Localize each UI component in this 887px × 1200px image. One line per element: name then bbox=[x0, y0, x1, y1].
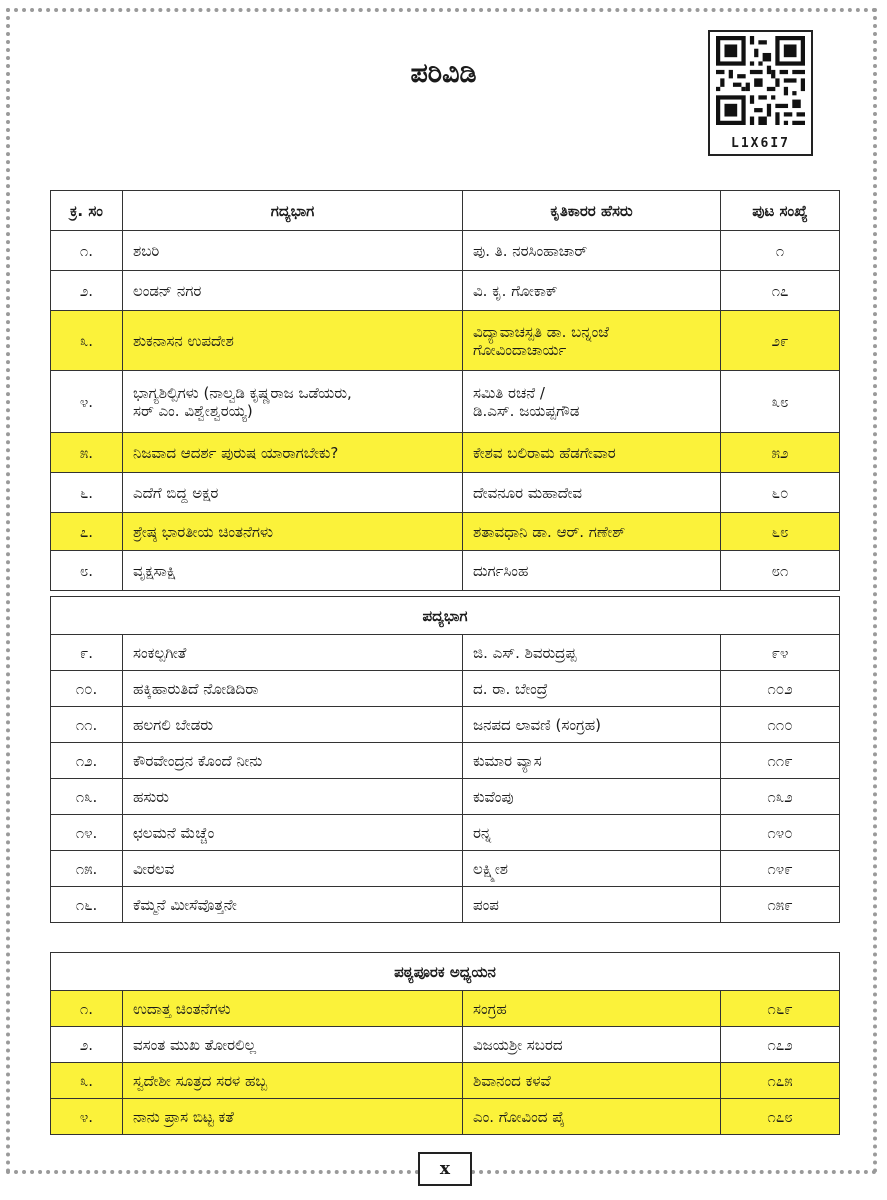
row-title: ಶುಕನಾಸನ ಉಪದೇಶ bbox=[123, 311, 463, 371]
row-author-line2: ಗೋವಿಂದಾಚಾರ್ಯ bbox=[473, 340, 567, 359]
row-author: ದೇವನೂರ ಮಹಾದೇವ bbox=[463, 473, 721, 513]
row-title: ಎದೆಗೆ ಬಿದ್ದ ಅಕ್ಷರ bbox=[123, 473, 463, 513]
table-row[interactable] bbox=[51, 671, 840, 707]
row-title: ಶ್ರೇಷ್ಠ ಭಾರತೀಯ ಚಿಂತನೆಗಳು bbox=[123, 513, 463, 551]
row-author: ವಿಜಯಶ್ರೀ ಸಬರದ bbox=[463, 1027, 721, 1063]
row-title: ವೀರಲವ bbox=[123, 851, 463, 887]
qr-code-icon bbox=[716, 36, 805, 125]
row-sl: ೨. bbox=[51, 1027, 123, 1063]
table-row[interactable] bbox=[51, 887, 840, 923]
row-title: ಹಸುರು bbox=[123, 779, 463, 815]
row-page: ೯೪ bbox=[721, 635, 840, 671]
table-row[interactable] bbox=[51, 779, 840, 815]
table-row[interactable] bbox=[51, 473, 840, 513]
header-page: ಪುಟ ಸಂಖ್ಯೆ bbox=[721, 191, 840, 231]
row-sl: ೭. bbox=[51, 513, 123, 551]
row-author-line1: ವಿದ್ಯಾವಾಚಸ್ಪತಿ ಡಾ. ಬನ್ನಂಜೆ bbox=[473, 322, 609, 341]
padya-table bbox=[50, 596, 840, 923]
row-sl: ೮. bbox=[51, 551, 123, 591]
gadya-table bbox=[50, 190, 840, 591]
row-title: ಹಕ್ಕಿಹಾರುತಿದೆ ನೋಡಿದಿರಾ bbox=[123, 671, 463, 707]
row-sl: ೪. bbox=[51, 1099, 123, 1135]
table-row[interactable] bbox=[51, 815, 840, 851]
qr-code-label: L1X6I7 bbox=[731, 136, 790, 151]
row-sl: ೯. bbox=[51, 635, 123, 671]
row-sl: ೫. bbox=[51, 433, 123, 473]
qr-code-box[interactable] bbox=[708, 30, 813, 156]
row-sl: ೩. bbox=[51, 311, 123, 371]
puraka-table bbox=[50, 952, 840, 1135]
row-author: ಕುವೆಂಪು bbox=[463, 779, 721, 815]
row-title: ಕೌರವೇಂದ್ರನ ಕೊಂದೆ ನೀನು bbox=[123, 743, 463, 779]
puraka-heading: ಪಠ್ಯಪೂರಕ ಅಧ್ಯಯನ bbox=[51, 953, 840, 991]
row-page: ೧೬೯ bbox=[721, 991, 840, 1027]
row-author: ರನ್ನ bbox=[463, 815, 721, 851]
table-row[interactable] bbox=[51, 371, 840, 433]
row-page: ೧೪೦ bbox=[721, 815, 840, 851]
row-author: ಶಿವಾನಂದ ಕಳವೆ bbox=[463, 1063, 721, 1099]
row-author: ಎಂ. ಗೋವಿಂದ ಪೈ bbox=[463, 1099, 721, 1135]
header-lesson: ಗದ್ಯಭಾಗ bbox=[123, 191, 463, 231]
row-sl: ೧೪. bbox=[51, 815, 123, 851]
row-sl: ೧೩. bbox=[51, 779, 123, 815]
table-row[interactable] bbox=[51, 1063, 840, 1099]
row-page: ೧೭೫ bbox=[721, 1063, 840, 1099]
row-author bbox=[463, 371, 721, 433]
page-number: x bbox=[418, 1152, 472, 1186]
row-title: ವೃಕ್ಷಸಾಕ್ಷಿ bbox=[123, 551, 463, 591]
row-sl: ೧೧. bbox=[51, 707, 123, 743]
row-sl: ೧. bbox=[51, 991, 123, 1027]
row-title: ನಿಜವಾದ ಆದರ್ಶ ಪುರುಷ ಯಾರಾಗಬೇಕು? bbox=[123, 433, 463, 473]
row-page: ೬೦ bbox=[721, 473, 840, 513]
row-sl: ೧೫. bbox=[51, 851, 123, 887]
row-page: ೮೧ bbox=[721, 551, 840, 591]
row-title: ಛಲಮನೆ ಮೆಚ್ಚೆಂ bbox=[123, 815, 463, 851]
row-page: ೫೨ bbox=[721, 433, 840, 473]
row-title: ಲಂಡನ್ ನಗರ bbox=[123, 271, 463, 311]
table-row[interactable] bbox=[51, 551, 840, 591]
row-author: ದ. ರಾ. ಬೇಂದ್ರೆ bbox=[463, 671, 721, 707]
section-heading-row bbox=[51, 597, 840, 635]
table-row[interactable] bbox=[51, 231, 840, 271]
table-row[interactable] bbox=[51, 851, 840, 887]
row-title: ಕೆಮ್ಮನೆ ಮೀಸೆವೊತ್ತನೇ bbox=[123, 887, 463, 923]
row-page: ೧೭ bbox=[721, 271, 840, 311]
table-row[interactable] bbox=[51, 635, 840, 671]
row-author: ಕುಮಾರ ವ್ಯಾಸ bbox=[463, 743, 721, 779]
row-author: ಜಿ. ಎಸ್. ಶಿವರುದ್ರಪ್ಪ bbox=[463, 635, 721, 671]
table-row[interactable] bbox=[51, 1099, 840, 1135]
row-author-line1: ಸಮಿತಿ ರಚನೆ / bbox=[473, 383, 545, 402]
row-author: ಶತಾವಧಾನಿ ಡಾ. ಆರ್. ಗಣೇಶ್ bbox=[463, 513, 721, 551]
row-sl: ೨. bbox=[51, 271, 123, 311]
row-page: ೧೫೯ bbox=[721, 887, 840, 923]
row-sl: ೧. bbox=[51, 231, 123, 271]
page-title: ಪರಿವಿಡಿ bbox=[410, 58, 477, 89]
row-title-line2: ಸರ್ ಎಂ. ವಿಶ್ವೇಶ್ವರಯ್ಯ) bbox=[133, 401, 253, 420]
row-page: ೧೦೨ bbox=[721, 671, 840, 707]
row-sl: ೧೬. bbox=[51, 887, 123, 923]
table-header-row bbox=[51, 191, 840, 231]
row-author: ಜನಪದ ಲಾವಣಿ (ಸಂಗ್ರಹ) bbox=[463, 707, 721, 743]
row-page: ೧೭೮ bbox=[721, 1099, 840, 1135]
table-row[interactable] bbox=[51, 743, 840, 779]
row-author: ದುರ್ಗಸಿಂಹ bbox=[463, 551, 721, 591]
row-page: ೧ bbox=[721, 231, 840, 271]
table-row[interactable] bbox=[51, 991, 840, 1027]
row-author bbox=[463, 311, 721, 371]
section-heading-row bbox=[51, 953, 840, 991]
row-title-line1: ಭಾಗ್ಯಶಿಲ್ಪಿಗಳು (ನಾಲ್ವಡಿ ಕೃಷ್ಣರಾಜ ಒಡೆಯರು, bbox=[133, 383, 352, 402]
row-author: ಲಕ್ಷ್ಮೀಶ bbox=[463, 851, 721, 887]
row-title bbox=[123, 371, 463, 433]
row-sl: ೧೦. bbox=[51, 671, 123, 707]
row-title: ಉದಾತ್ತ ಚಿಂತನೆಗಳು bbox=[123, 991, 463, 1027]
row-title: ಹಲಗಲಿ ಬೇಡರು bbox=[123, 707, 463, 743]
padya-heading: ಪದ್ಯಭಾಗ bbox=[51, 597, 840, 635]
table-row[interactable] bbox=[51, 271, 840, 311]
row-author: ವಿ. ಕೃ. ಗೋಕಾಕ್ bbox=[463, 271, 721, 311]
row-sl: ೬. bbox=[51, 473, 123, 513]
row-sl: ೩. bbox=[51, 1063, 123, 1099]
row-title: ಸಂಕಲ್ಪಗೀತೆ bbox=[123, 635, 463, 671]
row-author-line2: ಡಿ.ಎಸ್. ಜಯಪ್ಪಗೌಡ bbox=[473, 401, 580, 420]
row-page: ೧೪೯ bbox=[721, 851, 840, 887]
row-author: ಕೇಶವ ಬಲಿರಾಮ ಹೆಡಗೇವಾರ bbox=[463, 433, 721, 473]
row-sl: ೪. bbox=[51, 371, 123, 433]
row-page: ೨೯ bbox=[721, 311, 840, 371]
row-page: ೩೮ bbox=[721, 371, 840, 433]
table-row[interactable] bbox=[51, 513, 840, 551]
row-page: ೧೧೦ bbox=[721, 707, 840, 743]
row-author: ಸಂಗ್ರಹ bbox=[463, 991, 721, 1027]
row-page: ೬೮ bbox=[721, 513, 840, 551]
row-sl: ೧೨. bbox=[51, 743, 123, 779]
table-row[interactable] bbox=[51, 1027, 840, 1063]
table-row[interactable] bbox=[51, 311, 840, 371]
row-title: ಶಬರಿ bbox=[123, 231, 463, 271]
row-title: ನಾನು ಪ್ರಾಸ ಬಿಟ್ಟ ಕತೆ bbox=[123, 1099, 463, 1135]
row-page: ೧೧೯ bbox=[721, 743, 840, 779]
header-author: ಕೃತಿಕಾರರ ಹೆಸರು bbox=[463, 191, 721, 231]
row-author: ಪು. ತಿ. ನರಸಿಂಹಾಚಾರ್ bbox=[463, 231, 721, 271]
row-page: ೧೭೨ bbox=[721, 1027, 840, 1063]
row-title: ವಸಂತ ಮುಖ ತೋರಲಿಲ್ಲ bbox=[123, 1027, 463, 1063]
row-author: ಪಂಪ bbox=[463, 887, 721, 923]
row-title: ಸ್ವದೇಶೀ ಸೂತ್ರದ ಸರಳ ಹಬ್ಬ bbox=[123, 1063, 463, 1099]
table-row[interactable] bbox=[51, 433, 840, 473]
table-row[interactable] bbox=[51, 707, 840, 743]
header-sl: ಕ್ರ. ಸಂ bbox=[51, 191, 123, 231]
row-page: ೧೩೨ bbox=[721, 779, 840, 815]
